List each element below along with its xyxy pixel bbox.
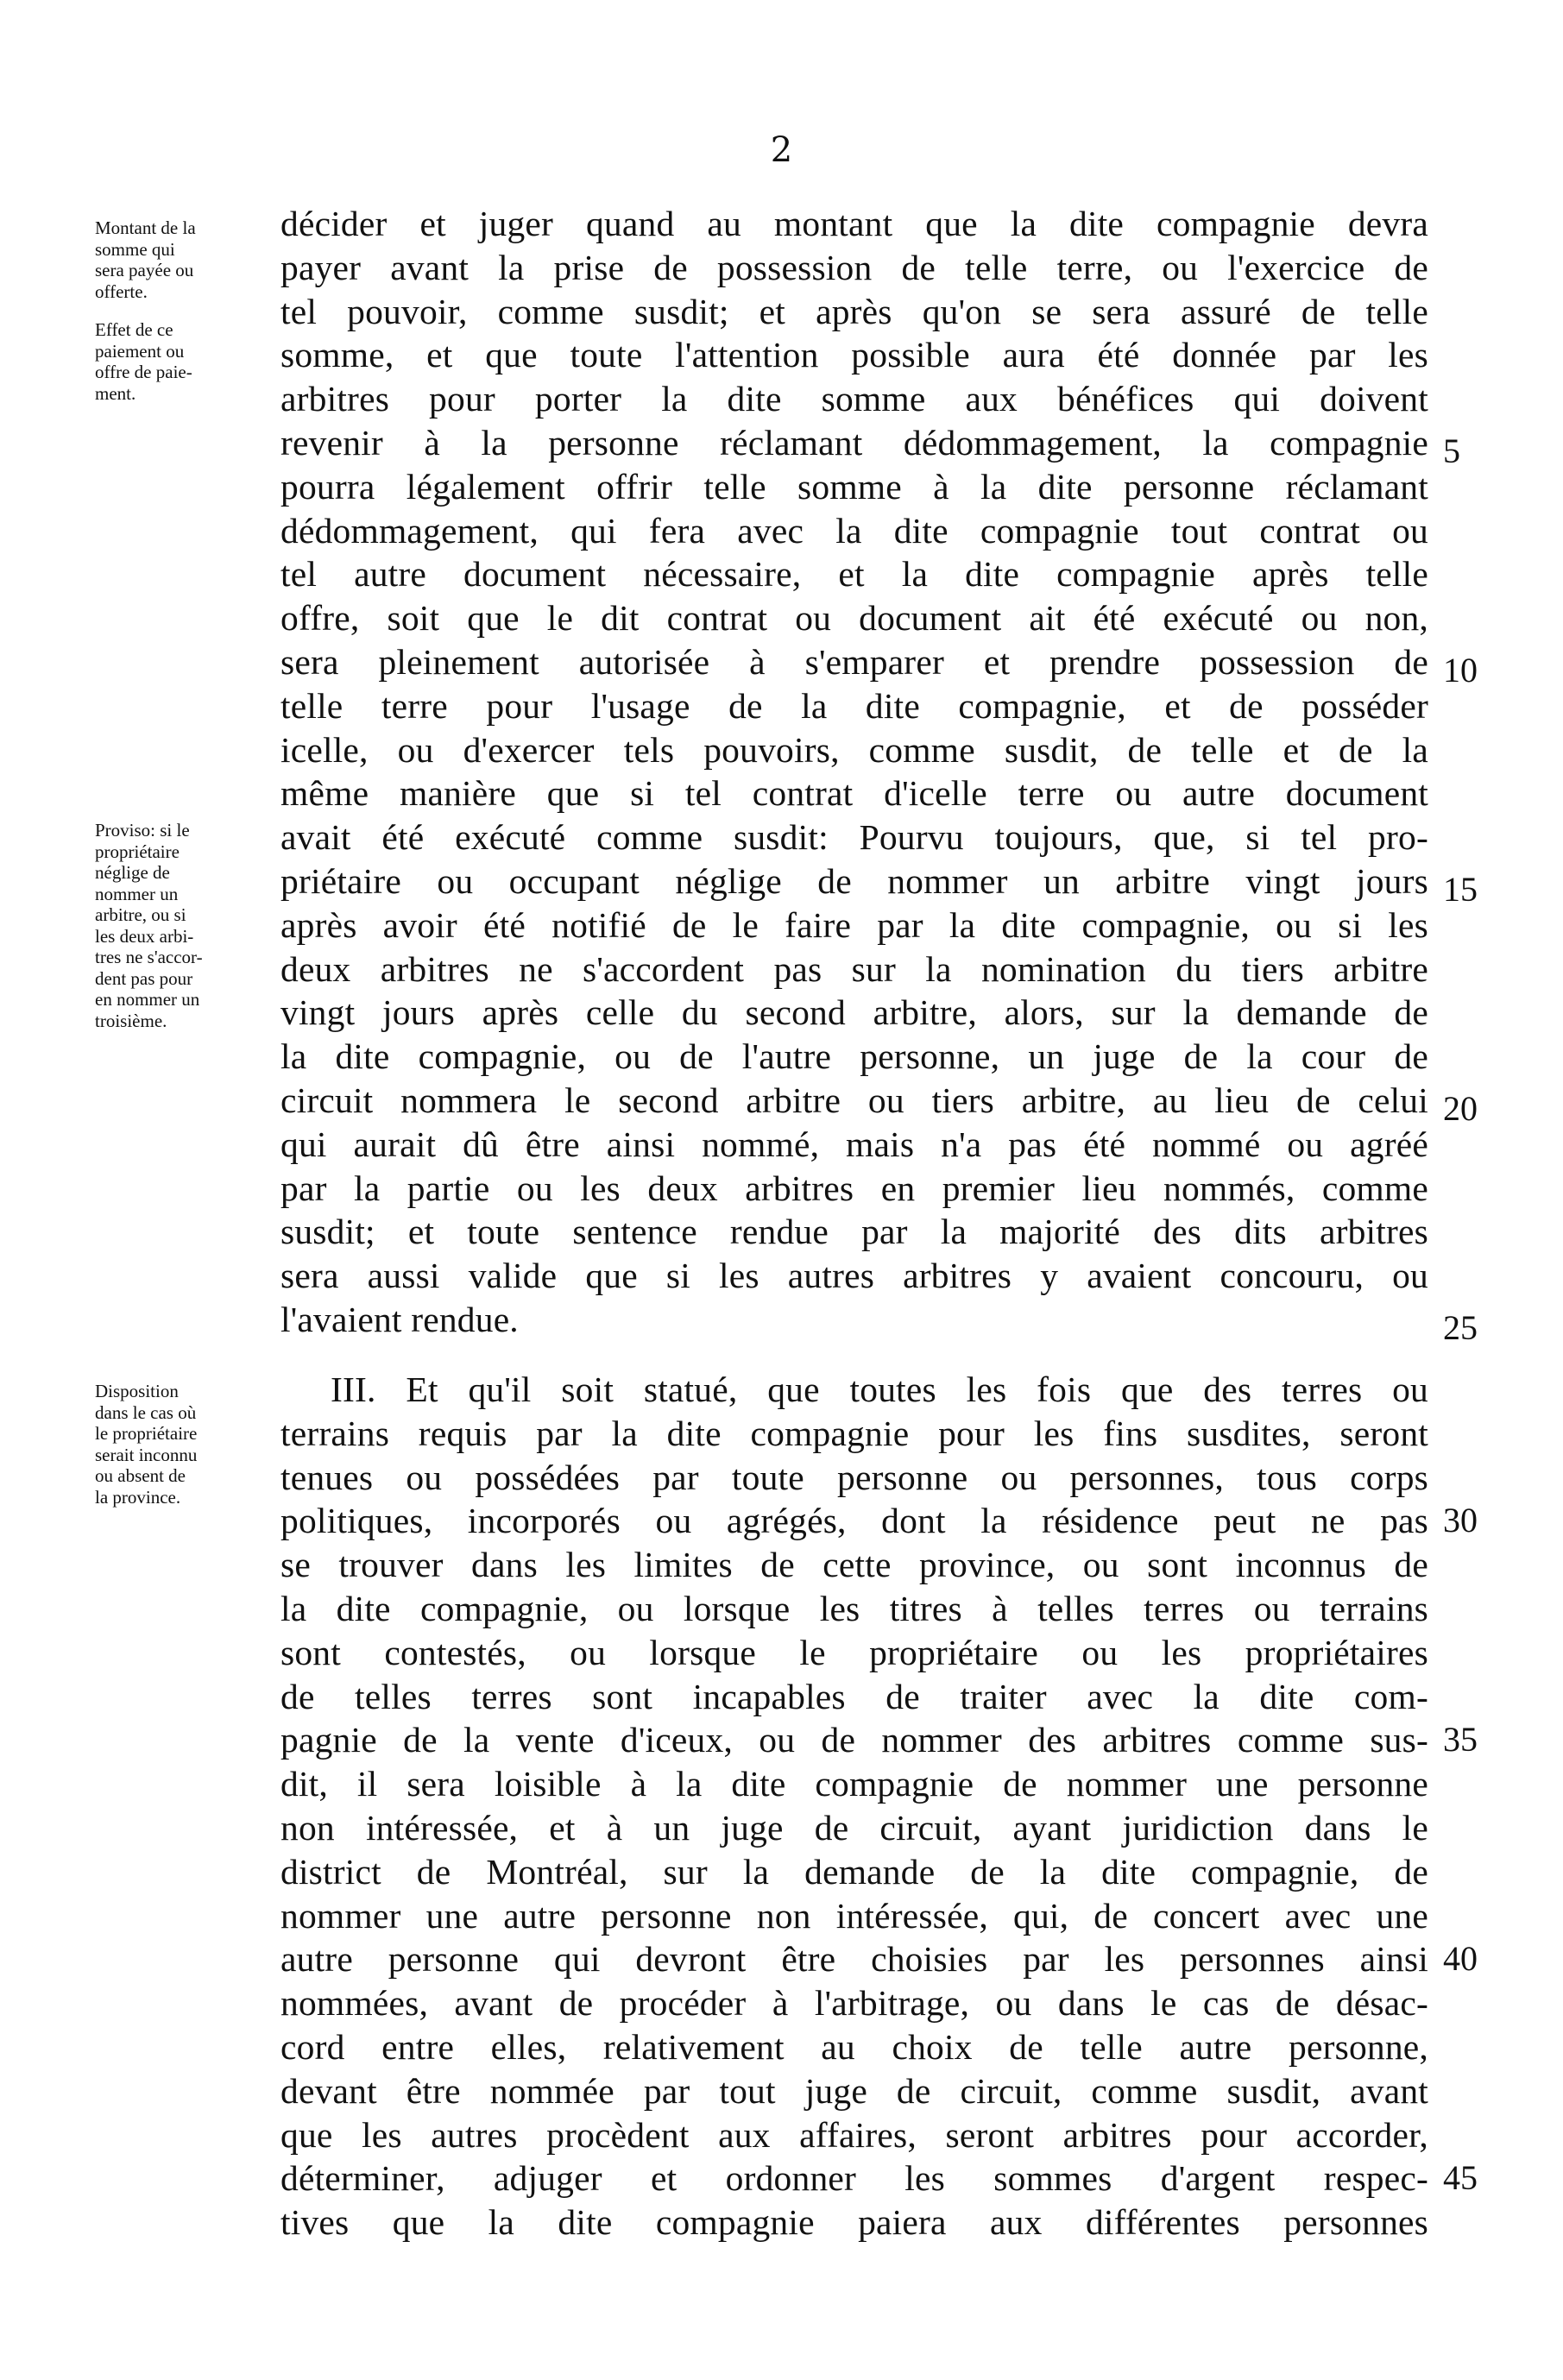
margin-note-effet <box>95 319 272 404</box>
text-line: offre, soit que le dit contrat ou document ait été exécuté ou non, <box>280 598 1428 639</box>
text-line: deux arbitres ne s'accordent pas sur la nomination du tiers arbitre <box>280 948 1428 989</box>
line-number: 30 <box>1443 1501 1478 1539</box>
margin-note-line: Disposition <box>95 1381 179 1401</box>
text-line: terrains requis par la dite compagnie pour les fins susdites, seront <box>280 1413 1428 1453</box>
text-line: se trouver dans les limites de cette province, ou sont inconnus de <box>280 1545 1428 1585</box>
margin-note-proviso <box>95 820 272 1031</box>
line-number: 20 <box>1443 1089 1478 1128</box>
text-line: par la partie ou les deux arbitres en premier lieu nommés, comme <box>280 1168 1428 1208</box>
margin-note-line: paiement ou <box>95 340 185 362</box>
line-number: 15 <box>1443 870 1478 909</box>
text-line: déterminer, adjuger et ordonner les sommes d'argent respec- <box>280 2158 1428 2199</box>
text-line: dédommagement, qui fera avec la dite compagnie tout contrat ou <box>280 510 1428 551</box>
text-line: non intéressée, et à un juge de circuit, ayant juridiction dans le <box>280 1807 1428 1848</box>
text-line: priétaire ou occupant néglige de nommer un arbitre vingt jours <box>280 860 1428 901</box>
margin-note-montant <box>95 217 272 302</box>
margin-note-line: dans le cas où <box>95 1401 197 1423</box>
text-line: arbitres pour porter la dite somme aux bénéfices qui doivent <box>280 379 1428 419</box>
margin-note-line: troisième. <box>95 1010 167 1031</box>
margin-note-line: tres ne s'accor- <box>95 947 203 967</box>
text-line: telle terre pour l'usage de la dite compagnie, et de posséder <box>280 685 1428 726</box>
margin-note-line: offre de paie- <box>95 362 192 382</box>
margin-note-line: somme qui <box>95 238 175 260</box>
text-line: la dite compagnie, ou lorsque les titres à telles terres ou terrains <box>280 1588 1428 1628</box>
line-number: 10 <box>1443 651 1478 689</box>
margin-note-line: dent pas pour <box>95 967 193 989</box>
text-line: l'avaient rendue. <box>280 1299 519 1339</box>
text-line: pagnie de la vente d'iceux, ou de nommer des arbitres comme sus- <box>280 1720 1428 1760</box>
margin-note-line: le propriétaire <box>95 1423 198 1444</box>
text-line: pourra légalement offrir telle somme à la dite personne réclamant <box>280 466 1428 507</box>
text-line: nommées, avant de procéder à l'arbitrage, ou dans le cas de désac- <box>280 1983 1428 2024</box>
line-number: 35 <box>1443 1720 1478 1759</box>
text-line: sera pleinement autorisée à s'emparer et prendre possession de <box>280 641 1428 682</box>
text-line: la dite compagnie, ou de l'autre personne, un juge de la cour de <box>280 1036 1428 1077</box>
text-line: avait été exécuté comme susdit: Pourvu toujours, que, si tel pro- <box>280 817 1428 858</box>
margin-note-line: offerte. <box>95 280 148 302</box>
line-number: 25 <box>1443 1308 1478 1347</box>
text-line: que les autres procèdent aux affaires, seront arbitres pour accorder, <box>280 2114 1428 2155</box>
margin-note-line: nommer un <box>95 883 179 904</box>
text-line: sont contestés, ou lorsque le propriétaire ou les propriétaires <box>280 1632 1428 1672</box>
margin-note-line: Montant de la <box>95 217 196 238</box>
margin-note-line: néglige de <box>95 862 170 883</box>
text-line: III. Et qu'il soit statué, que toutes les fois que des terres ou <box>331 1369 1428 1409</box>
margin-note-line: Effet de ce <box>95 319 173 340</box>
text-line: icelle, ou d'exercer tels pouvoirs, comme susdit, de telle et de la <box>280 729 1428 770</box>
text-line: payer avant la prise de possession de telle terre, ou l'exercice de <box>280 247 1428 287</box>
text-line: même manière que si tel contrat d'icelle terre ou autre document <box>280 773 1428 814</box>
text-line: susdit; et toute sentence rendue par la majorité des dits arbitres <box>280 1212 1428 1252</box>
margin-note-line: propriétaire <box>95 841 180 862</box>
text-line: circuit nommera le second arbitre ou tiers arbitre, au lieu de celui <box>280 1080 1428 1120</box>
margin-note-line: Proviso: si le <box>95 820 190 841</box>
text-line: tel autre document nécessaire, et la dite compagnie après telle <box>280 554 1428 595</box>
page-number: 2 <box>770 130 793 170</box>
text-line: qui aurait dû être ainsi nommé, mais n'a pas été nommé ou agréé <box>280 1124 1428 1164</box>
line-number: 5 <box>1443 431 1460 470</box>
text-line: revenir à la personne réclamant dédommagement, la compagnie <box>280 422 1428 463</box>
margin-note-line: serait inconnu <box>95 1444 198 1465</box>
text-line: sera aussi valide que si les autres arbitres y avaient concouru, ou <box>280 1256 1428 1296</box>
text-line: cord entre elles, relativement au choix de telle autre personne, <box>280 2026 1428 2067</box>
margin-note-line: sera payée ou <box>95 260 194 280</box>
text-line: somme, et que toute l'attention possible aura été donnée par les <box>280 335 1428 375</box>
text-line: devant être nommée par tout juge de circuit, comme susdit, avant <box>280 2070 1428 2111</box>
margin-note-line: arbitre, ou si <box>95 904 186 925</box>
text-line: autre personne qui devront être choisies par les personnes ainsi <box>280 1939 1428 1980</box>
text-line: tenues ou possédées par toute personne ou personnes, tous corps <box>280 1457 1428 1497</box>
line-number: 40 <box>1443 1939 1478 1978</box>
text-line: politiques, incorporés ou agrégés, dont la résidence peut ne pas <box>280 1501 1428 1541</box>
text-line: district de Montréal, sur la demande de la dite compagnie, de <box>280 1851 1428 1892</box>
text-line: après avoir été notifié de le faire par la dite compagnie, ou si les <box>280 904 1428 945</box>
margin-note-line: en nommer un <box>95 989 200 1010</box>
text-line: de telles terres sont incapables de traiter avec la dite com- <box>280 1676 1428 1716</box>
text-line: décider et juger quand au montant que la dite compagnie devra <box>280 204 1428 243</box>
paragraph-section-iii <box>280 1368 1428 2245</box>
margin-note-line: ou absent de <box>95 1465 186 1486</box>
text-line: vingt jours après celle du second arbitre, alors, sur la demande de <box>280 992 1428 1033</box>
text-line: tives que la dite compagnie paiera aux différentes personnes <box>280 2202 1428 2243</box>
paragraph-arbitration-amount <box>280 202 1428 1342</box>
text-line: nommer une autre personne non intéressée, qui, de concert avec une <box>280 1895 1428 1936</box>
line-number: 45 <box>1443 2158 1478 2197</box>
text-line: dit, il sera loisible à la dite compagnie de nommer une personne <box>280 1764 1428 1804</box>
margin-note-line: ment. <box>95 382 136 404</box>
margin-note-disposition <box>95 1381 272 1508</box>
text-line: tel pouvoir, comme susdit; et après qu'on se sera assuré de telle <box>280 291 1428 331</box>
margin-note-line: la province. <box>95 1486 181 1508</box>
margin-note-line: les deux arbi- <box>95 925 194 947</box>
